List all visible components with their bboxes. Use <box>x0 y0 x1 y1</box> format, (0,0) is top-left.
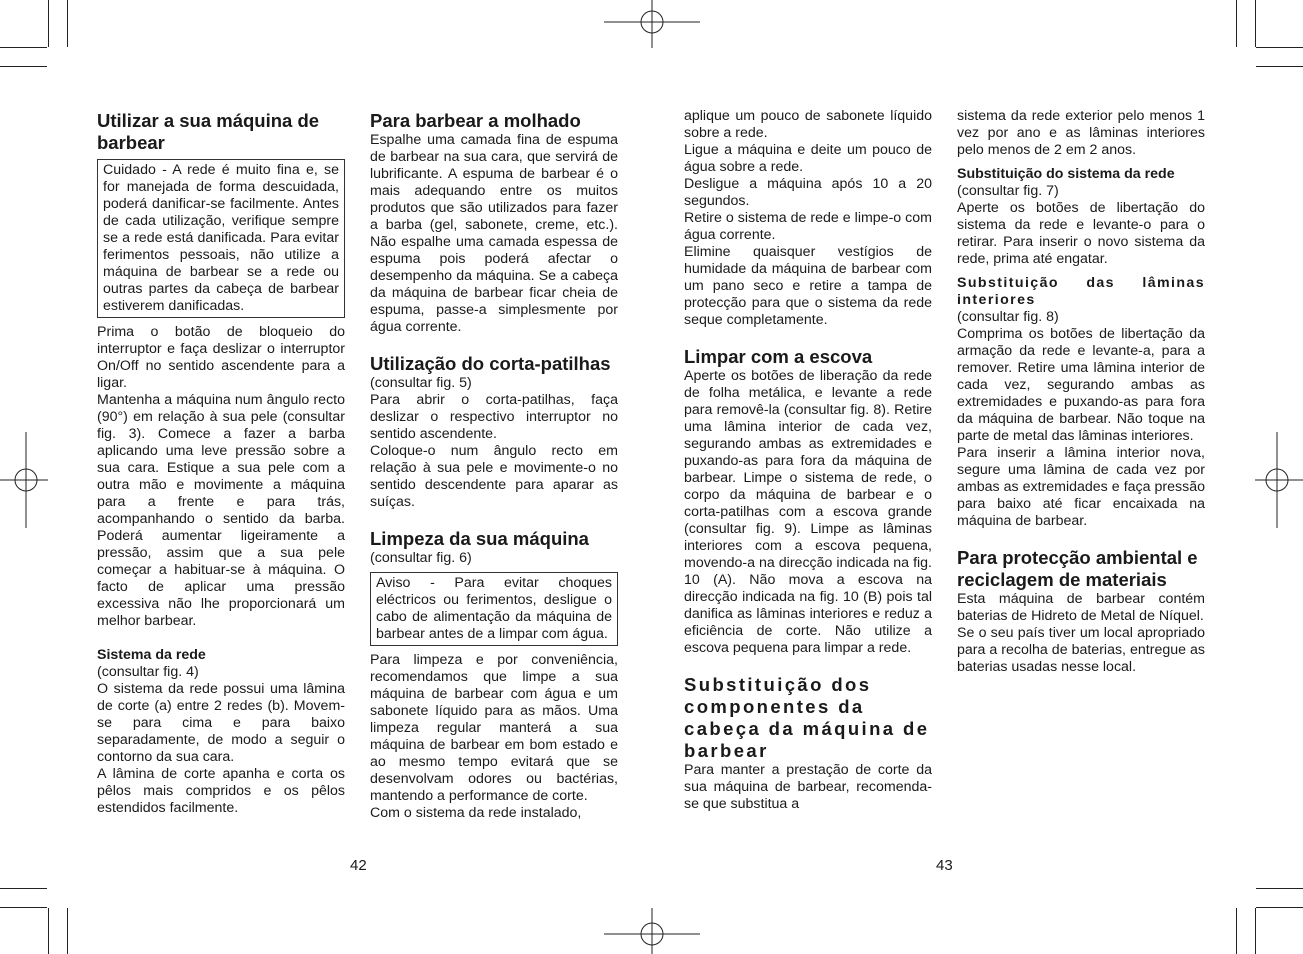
paragraph: Coloque-o num ângulo recto em relação à sua pele e movimente-o no sentido descendente para aparar as suíças. <box>370 443 618 510</box>
figure-reference: (consultar fig. 7) <box>957 183 1059 199</box>
subsection-title: Sistema da rede <box>97 647 206 663</box>
crop-mark <box>1256 66 1303 67</box>
crop-mark <box>0 47 47 48</box>
paragraph: Ligue a máquina e deite um pouco de água sobre a rede. <box>684 142 932 175</box>
figure-reference: (consultar fig. 8) <box>957 309 1059 325</box>
section-title: Limpeza da sua máquina <box>370 528 589 549</box>
crop-mark <box>1255 908 1256 954</box>
section-title: Substituição dos componentes da cabeça da máquina de barbear <box>684 674 930 761</box>
crop-mark <box>67 0 68 47</box>
section-title: Para protecção ambiental e reciclagem de materiais <box>957 547 1198 590</box>
caution-box <box>97 159 345 318</box>
crop-mark <box>67 908 68 954</box>
paragraph: Prima o botão de bloqueio do interruptor e faça deslizar o interruptor On/Off no sentido ascendente para a ligar. <box>97 324 345 391</box>
warning-text: Aviso - Para evitar choques eléctricos ou ferimentos, desligue o cabo de alimentação da máquina de barbear antes de a limpar com água. <box>376 575 612 642</box>
registration-mark <box>1255 432 1303 528</box>
caution-text: Cuidado - A rede é muito fina e, se for manejada de forma descuidada, poderá danificar-se facilmente. Antes de cada utilização, verifique sempre se a rede está danificada. Para evitar ferimentos pessoais, não utilize a máquina de barbear se a rede ou outras partes da cabeça de barbear estiverem danificadas. <box>103 162 339 314</box>
paragraph: Para manter a prestação de corte da sua máquina de barbear, recomenda-se que substitua a <box>684 762 932 812</box>
section-title: Limpar com a escova <box>684 346 873 367</box>
column-4 <box>957 108 1205 676</box>
paragraph: Elimine quaisquer vestígios de humidade da máquina de barbear com um pano seco e retire a tampa de protecção para que o sistema da rede seque completamente. <box>684 244 932 328</box>
section-title: Utilizar a sua máquina de barbear <box>97 110 320 153</box>
crop-mark <box>48 908 49 954</box>
crop-mark <box>1256 47 1303 48</box>
column-3 <box>684 108 932 813</box>
paragraph: Esta máquina de barbear contém baterias de Hidreto de Metal de Níquel. <box>957 591 1205 624</box>
paragraph: Aperte os botões de libertação do sistema da rede e levante-o para o retirar. Para inserir o novo sistema da rede, prima até engatar. <box>957 200 1205 267</box>
warning-box <box>370 572 618 646</box>
section-title: Para barbear a molhado <box>370 110 581 131</box>
paragraph: Comprima os botões de libertação da armação da rede e levante-a, para a remover. Retire uma lâmina interior de cada vez, segurando ambas as extremidades e puxando-as para fora da máquina de barbear. Não toque na parte de metal das lâminas interiores. <box>957 326 1205 444</box>
crop-mark <box>1236 0 1237 47</box>
paragraph: Mantenha a máquina num ângulo recto (90°) em relação à sua pele (consultar fig. 3). Comece a fazer a barba aplicando uma leve pressão sobre a sua cara. Estique a sua pele com a outra mão e movimente a máquina para a frente e para trás, acompanhando o sentido da barba. Poderá aumentar ligeiramente a pressão, assim que a sua pele começar a habituar-se à máquina. O facto de aplicar uma pressão excessiva não lhe proporcionará um melhor barbear. <box>97 392 345 629</box>
subsection-title: Substituição das lâminas interiores <box>957 275 1205 308</box>
column-1 <box>97 108 345 817</box>
crop-mark <box>0 907 47 908</box>
paragraph: Para limpeza e por conveniência, recomendamos que limpe a sua máquina de barbear com água e um sabonete líquido para as mãos. Uma limpeza regular manterá a sua máquina de barbear em bom estado e ao mesmo tempo evitará que se desenvolvam odores ou bactérias, mantendo a performance de corte. <box>370 652 618 804</box>
crop-mark <box>1255 0 1256 47</box>
page-number: 43 <box>936 857 953 874</box>
figure-reference: (consultar fig. 5) <box>370 375 472 391</box>
crop-mark <box>48 0 49 47</box>
section-title: Utilização do corta-patilhas <box>370 353 611 374</box>
paragraph: Espalhe uma camada fina de espuma de barbear na sua cara, que servirá de lubrificante. A espuma de barbear é o mais adequando entre os muitos produtos que são utilizados para fazer a barba (gel, sabonete, creme, etc.). Não espalhe uma camada espessa de espuma pois poderá afectar o desempenho da máquina. Se a cabeça da máquina de barbear ficar cheia de espuma, passe-a simplesmente por água corrente. <box>370 132 618 335</box>
registration-mark <box>604 0 700 48</box>
paragraph: Aperte os botões de liberação da rede de folha metálica, e levante a rede para removê-la (consultar fig. 8). Retire uma lâmina interior de cada vez, segurando ambas as extremidades e puxando-as para fora da máquina de barbear. Limpe o sistema de rede, o corpo da máquina de barbear e o corta-patilhas com a escova grande (consultar fig. 9). Limpe as lâminas interiores com a escova pequena, movendo-a na direcção indicada na fig. 10 (A). Não mova a escova na direcção indicada na fig. 10 (B) pois tal danifica as lâminas interiores e reduz a eficiência de corte. Não utilize a escova pequena para limpar a rede. <box>684 368 932 656</box>
crop-mark <box>0 888 47 889</box>
figure-reference: (consultar fig. 4) <box>97 664 199 680</box>
paragraph: Para inserir a lâmina interior nova, segure uma lâmina de cada vez por ambas as extremidades e faça pressão para baixo até ficar encaixada na máquina de barbear. <box>957 445 1205 529</box>
paragraph: O sistema da rede possui uma lâmina de corte (a) entre 2 redes (b). Movem-se para cima e para baixo separadamente, de modo a seguir o contorno da sua cara. <box>97 681 345 765</box>
registration-mark <box>0 432 48 528</box>
paragraph: sistema da rede exterior pelo menos 1 vez por ano e as lâminas interiores pelo menos de 2 em 2 anos. <box>957 108 1205 158</box>
subsection-title: Substituição do sistema da rede <box>957 166 1175 182</box>
column-2 <box>370 108 618 822</box>
crop-mark <box>1236 908 1237 954</box>
crop-mark <box>1256 907 1303 908</box>
paragraph: aplique um pouco de sabonete líquido sobre a rede. <box>684 108 932 141</box>
registration-mark <box>604 908 700 954</box>
paragraph: Retire o sistema de rede e limpe-o com água corrente. <box>684 210 932 243</box>
crop-mark <box>1256 888 1303 889</box>
crop-mark <box>0 66 47 67</box>
paragraph: A lâmina de corte apanha e corta os pêlos mais compridos e os pêlos estendidos facilmente. <box>97 766 345 816</box>
figure-reference: (consultar fig. 6) <box>370 550 472 566</box>
paragraph: Com o sistema da rede instalado, <box>370 805 582 821</box>
page-number: 42 <box>350 857 367 874</box>
paragraph: Se o seu país tiver um local apropriado para a recolha de baterias, entregue as baterias usadas nesse local. <box>957 625 1205 675</box>
paragraph: Desligue a máquina após 10 a 20 segundos. <box>684 176 932 209</box>
paragraph: Para abrir o corta-patilhas, faça deslizar o respectivo interruptor no sentido ascendente. <box>370 392 618 442</box>
